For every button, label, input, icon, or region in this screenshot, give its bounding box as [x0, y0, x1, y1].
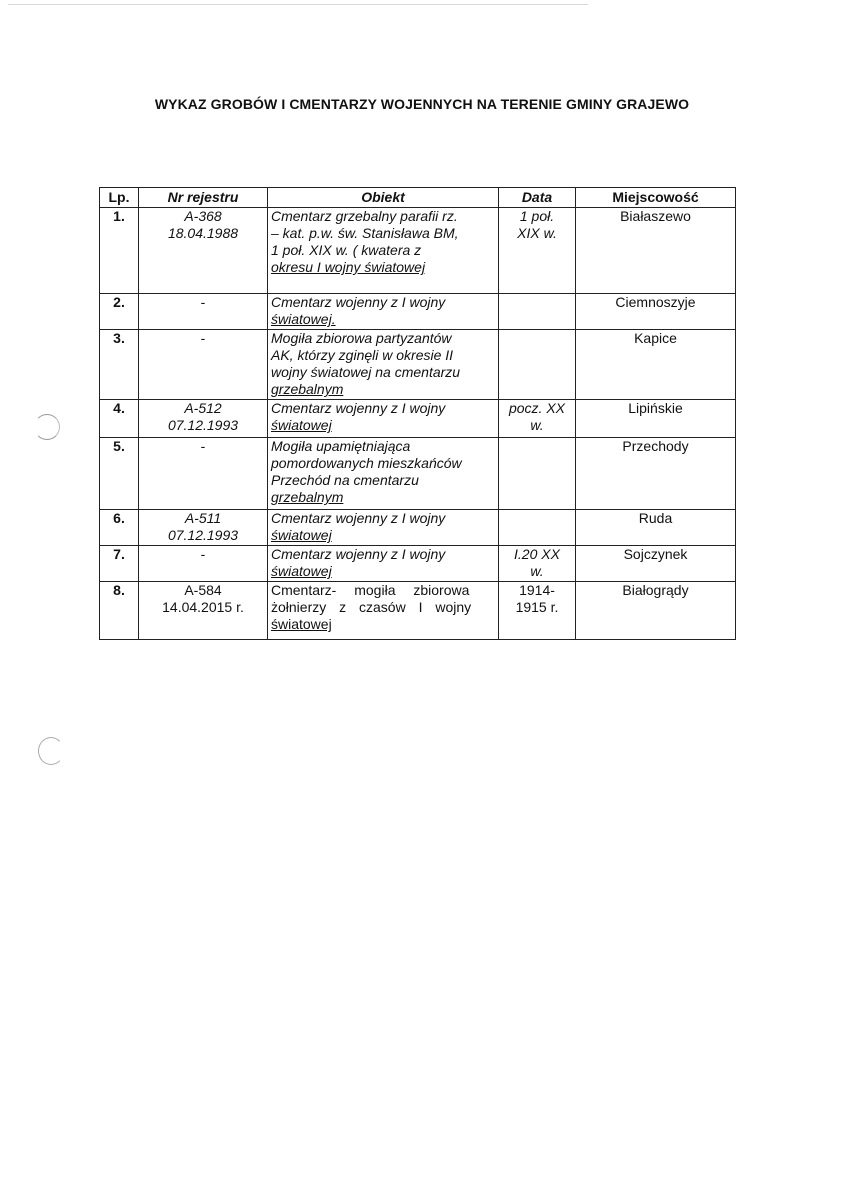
- cell-data: [499, 294, 576, 330]
- cell-lp: 3.: [100, 330, 139, 400]
- table-row: [100, 400, 736, 438]
- table-row: [100, 510, 736, 546]
- cell-obiekt: Cmentarz wojenny z I wojny światowej: [268, 400, 499, 438]
- cell-data: [499, 510, 576, 546]
- cell-nr-rejestru: -: [139, 330, 268, 400]
- cell-obiekt: Cmentarz- mogiła zbiorowa żołnierzy z czasów I wojny światowej: [268, 582, 499, 640]
- cell-miejscowosc: Lipińskie: [576, 400, 736, 438]
- cell-obiekt: Cmentarz wojenny z I wojny światowej: [268, 510, 499, 546]
- scan-edge-line: [8, 4, 588, 5]
- table-row: [100, 546, 736, 582]
- cell-lp: 2.: [100, 294, 139, 330]
- cell-data: I.20 XX w.: [499, 546, 576, 582]
- cell-obiekt: Mogiła zbiorowa partyzantów AK, którzy zginęli w okresie II wojny światowej na cmentarzu grzebalnym: [268, 330, 499, 400]
- cell-lp: 5.: [100, 438, 139, 510]
- cell-lp: 6.: [100, 510, 139, 546]
- punch-hole-mark: [34, 414, 60, 440]
- header-data: Data: [499, 188, 576, 208]
- cell-lp: 8.: [100, 582, 139, 640]
- cell-nr-rejestru: A-368 18.04.1988: [139, 208, 268, 294]
- cell-miejscowosc: Białogrądy: [576, 582, 736, 640]
- table-row: [100, 294, 736, 330]
- header-nr-rejestru: Nr rejestru: [139, 188, 268, 208]
- cell-data: 1914- 1915 r.: [499, 582, 576, 640]
- cell-lp: 7.: [100, 546, 139, 582]
- cell-lp: 1.: [100, 208, 139, 294]
- cell-obiekt: Mogiła upamiętniająca pomordowanych mieszkańców Przechód na cmentarzu grzebalnym: [268, 438, 499, 510]
- cell-miejscowosc: Ciemnoszyje: [576, 294, 736, 330]
- cell-data: pocz. XX w.: [499, 400, 576, 438]
- cell-lp: 4.: [100, 400, 139, 438]
- table-row: [100, 330, 736, 400]
- cell-nr-rejestru: -: [139, 546, 268, 582]
- cell-nr-rejestru: A-584 14.04.2015 r.: [139, 582, 268, 640]
- cell-data: [499, 438, 576, 510]
- cell-data: [499, 330, 576, 400]
- cell-miejscowosc: Białaszewo: [576, 208, 736, 294]
- cell-miejscowosc: Przechody: [576, 438, 736, 510]
- document-title: WYKAZ GROBÓW I CMENTARZY WOJENNYCH NA TERENIE GMINY GRAJEWO: [154, 96, 690, 112]
- cell-obiekt: Cmentarz wojenny z I wojny światowej.: [268, 294, 499, 330]
- header-obiekt: Obiekt: [268, 188, 499, 208]
- punch-hole-mark: [38, 737, 64, 765]
- graves-table: [99, 187, 736, 640]
- cell-obiekt: Cmentarz wojenny z I wojny światowej: [268, 546, 499, 582]
- cell-miejscowosc: Kapice: [576, 330, 736, 400]
- cell-nr-rejestru: -: [139, 294, 268, 330]
- cell-obiekt: Cmentarz grzebalny parafii rz. – kat. p.w. św. Stanisława BM, 1 poł. XIX w. ( kwatera z okresu I wojny światowej: [268, 208, 499, 294]
- table-header-row: [100, 188, 736, 208]
- cell-nr-rejestru: -: [139, 438, 268, 510]
- table-row: [100, 208, 736, 294]
- table-row: [100, 438, 736, 510]
- cell-miejscowosc: Ruda: [576, 510, 736, 546]
- cell-nr-rejestru: A-512 07.12.1993: [139, 400, 268, 438]
- cell-data: 1 poł. XIX w.: [499, 208, 576, 294]
- cell-nr-rejestru: A-511 07.12.1993: [139, 510, 268, 546]
- cell-miejscowosc: Sojczynek: [576, 546, 736, 582]
- header-lp: Lp.: [100, 188, 139, 208]
- header-miejscowosc: Miejscowość: [576, 188, 736, 208]
- table-row: [100, 582, 736, 640]
